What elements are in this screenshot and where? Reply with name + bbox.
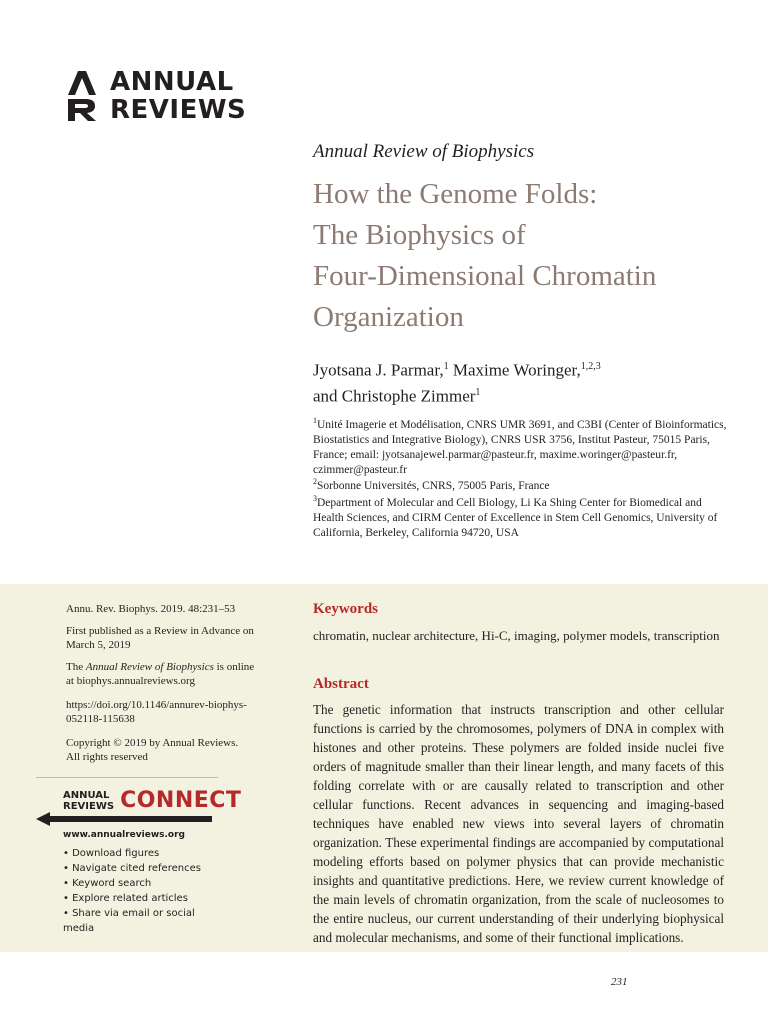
keywords-heading: Keywords [313, 601, 378, 617]
logo-line-annual: ANNUAL [110, 67, 234, 97]
author-list [313, 356, 733, 407]
affiliation-number: 1 [313, 416, 317, 425]
affiliation-number: 2 [313, 477, 317, 486]
online-note-journal: Annual Review of Biophysics [85, 661, 214, 673]
first-published: First published as a Review in Advance on March 5, 2019 [66, 625, 254, 651]
author-name: Maxime Woringer, [448, 360, 581, 380]
citation: Annu. Rev. Biophys. 2019. 48:231–53 [66, 603, 236, 615]
copyright-line: Copyright © 2019 by Annual Reviews. [66, 737, 239, 749]
connect-heading [63, 788, 241, 813]
article-title [313, 174, 743, 338]
copyright [66, 736, 256, 764]
online-note [66, 660, 256, 688]
author-affiliation-mark: 1 [443, 361, 449, 372]
connect-ar-line: ANNUAL [63, 789, 110, 801]
connect-word: CONNECT [120, 788, 242, 813]
abstract-text: The genetic information that instructs transcription and other cellular functions is carried by the chromosomes, polymers of DNA in complex with histones and other proteins. These polymers are folded inside nuclei five orders of magnitude smaller than their linear length, and many facets of this folding correlate with or are causally related to transcription and other cellular functions. Recent advances in sequencing and imaging-based techniques have enabled new views into several layers of chromatin organization. These experimental findings are accompanied by computational modeling efforts based on polymer physics that can provide mechanistic insights and quantitative predictions. Here, we review current knowledge of the main levels of chromatin organization, from the scale of nucleosomes to the entire nucleus, our current understanding of their underlying biophysical and molecular mechanisms, and some of their functional implications. [313, 702, 724, 945]
logo-wordmark [110, 68, 246, 124]
connect-ar-line: REVIEWS [63, 800, 115, 812]
annual-reviews-logo [66, 68, 246, 124]
keywords-text: chromatin, nuclear architecture, Hi-C, imaging, polymer models, transcription [313, 628, 720, 643]
title-line: The Biophysics of [313, 219, 526, 251]
list-item: • Navigate cited references [63, 861, 218, 876]
affiliation-text: Department of Molecular and Cell Biology, Li Ka Shing Center for Biomedical and Health Sciences, and CIRM Center of Excellence in Stem Cell Genomics, University of California, Berkeley, California 94720, USA [313, 496, 718, 539]
list-item: • Share via email or social media [63, 906, 218, 936]
list-item: • Keyword search [63, 876, 218, 891]
abstract-heading: Abstract [313, 676, 369, 692]
title-line: How the Genome Folds: [313, 178, 598, 210]
affiliation-number: 3 [313, 494, 317, 503]
author-name: Jyotsana J. Parmar, [313, 360, 444, 380]
affiliation [313, 413, 733, 478]
affiliation-text: Sorbonne Universités, CNRS, 75005 Paris, France [317, 479, 550, 492]
list-item: • Explore related articles [63, 891, 218, 906]
title-line: Organization [313, 301, 464, 333]
author-affiliation-mark: 1,2,3 [580, 361, 601, 372]
author-name: and Christophe Zimmer [313, 386, 476, 406]
author-affiliation-mark: 1 [475, 386, 481, 398]
connect-ar-mark [63, 790, 114, 812]
title-line: Four-Dimensional Chromatin [313, 260, 657, 292]
list-item: • Download figures [63, 846, 218, 861]
rights-line: All rights reserved [66, 751, 148, 763]
doi-link[interactable]: https://doi.org/10.1146/annurev-biophys-052118-115638 [66, 699, 247, 725]
page-number: 231 [611, 976, 628, 988]
affiliation-text: Unité Imagerie et Modélisation, CNRS UMR 3691, and C3BI (Center of Bioinformatics, Biostatistics and Integrative Biology), CNRS USR 3756, Institut Pasteur, 75015 Paris, France; email: jyotsanajewel.parmar@pasteur.fr, maxime.woringer@pasteur.fr, czimmer@pasteur.fr [313, 418, 727, 476]
online-note-prefix: The [66, 661, 86, 673]
arrow-left-icon [36, 812, 212, 826]
affiliation [313, 491, 733, 541]
journal-name: Annual Review of Biophysics [313, 141, 535, 162]
online-note-suffix[interactable]: is online at biophys.annualreviews.org [66, 661, 255, 687]
connect-box[interactable] [36, 777, 242, 934]
connect-url[interactable]: www.annualreviews.org [63, 830, 185, 840]
ar-monogram-icon [66, 69, 102, 123]
connect-feature-list [63, 846, 218, 936]
logo-line-reviews: REVIEWS [110, 95, 247, 125]
